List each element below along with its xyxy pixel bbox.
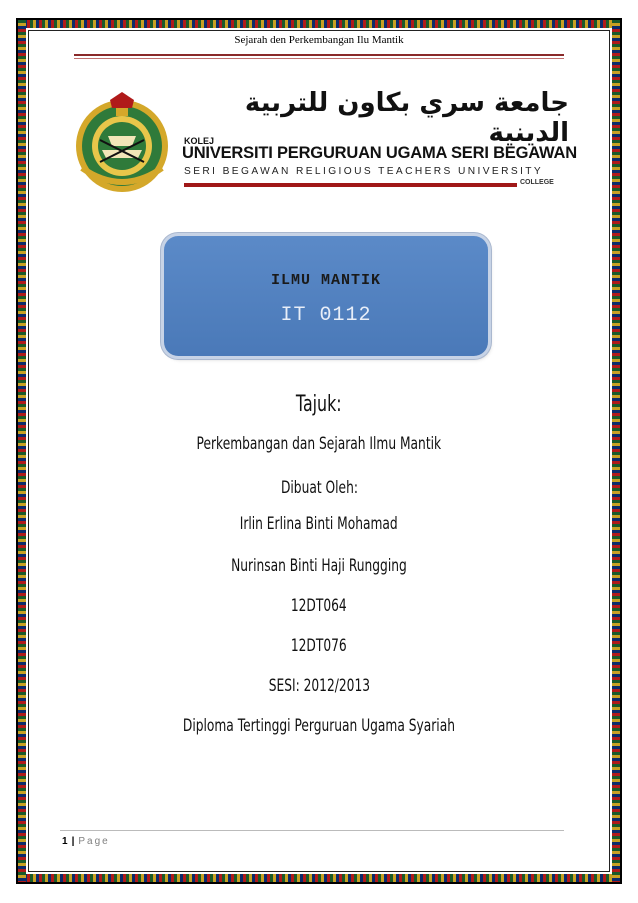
- university-crest-icon: [72, 88, 172, 198]
- college-label: COLLEGE: [520, 179, 554, 186]
- program-name: Diploma Tertinggi Perguruan Ugama Syariah: [182, 716, 456, 736]
- course-title-box: [164, 236, 488, 356]
- university-name-english: SERI BEGAWAN RELIGIOUS TEACHERS UNIVERSITY: [184, 166, 544, 177]
- footer-rule: [60, 830, 564, 831]
- page-number: 1: [62, 836, 68, 847]
- page-footer: [62, 836, 110, 847]
- course-code: IT 0112: [280, 304, 372, 327]
- author-2: Nurinsan Binti Haji Rungging: [231, 556, 407, 576]
- header-rule-thin: [74, 58, 564, 59]
- footer-separator: |: [71, 836, 75, 847]
- student-id-2: 12DT076: [291, 636, 347, 656]
- university-name-malay: UNIVERSITI PERGURUAN UGAMA SERI BEGAWAN: [182, 144, 577, 162]
- header-rule: [74, 54, 564, 56]
- kolej-label: KOLEJ: [184, 136, 215, 146]
- border-strip-top: [18, 20, 620, 28]
- logo-red-bar: [184, 183, 517, 187]
- arabic-university-name: جامعة سري بكاون للتربية الدينية: [244, 88, 569, 148]
- page-label: Page: [78, 836, 110, 847]
- document-title: Perkembangan dan Sejarah Ilmu Mantik: [196, 434, 442, 454]
- border-strip-bottom: [18, 874, 620, 882]
- session: SESI: 2012/2013: [268, 676, 370, 696]
- author-1: Irlin Erlina Binti Mohamad: [240, 514, 398, 534]
- running-header: Sejarah den Perkembangan Ilu Mantik: [234, 34, 404, 46]
- tajuk-heading: Tajuk:: [296, 392, 342, 417]
- university-logo: [72, 80, 577, 210]
- course-name: ILMU MANTIK: [270, 272, 382, 289]
- student-id-1: 12DT064: [291, 596, 347, 616]
- by-label: Dibuat Oleh:: [280, 478, 358, 498]
